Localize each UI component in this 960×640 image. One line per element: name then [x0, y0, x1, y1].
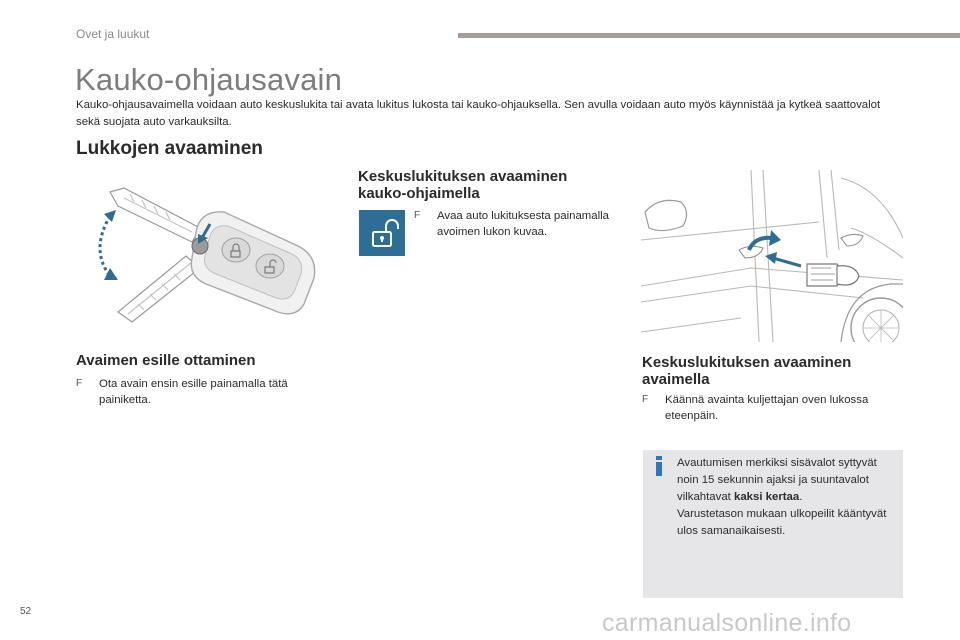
- key-out-bullet: [76, 376, 326, 408]
- key-unlock-heading-line2: avaimella: [642, 371, 710, 388]
- bullet-mark: F: [642, 394, 649, 405]
- key-out-heading: Avaimen esille ottaminen: [76, 352, 256, 369]
- key-unlock-bullet-text: Käännä avainta kuljettajan oven lukossa eteenpäin.: [665, 394, 869, 422]
- unlock-icon-tile: [359, 210, 405, 256]
- remote-heading-line2: kauko-ohjaimella: [358, 185, 480, 202]
- key-unlock-heading: [642, 354, 902, 388]
- key-in-lock: [807, 264, 859, 286]
- note-line2: Varustetason mukaan ulkopeilit kääntyvät ulos samanaikaisesti.: [677, 508, 887, 537]
- swing-arrow: [100, 216, 110, 276]
- intro-paragraph: Kauko-ohjausavaimella voidaan auto keskuslukita tai avata lukitus lukosta tai kauko-ohjauksella. Sen avulla voidaan auto myös käynnistää ja kytkeä saattovalot sekä suojata auto varkauksilta.: [76, 99, 881, 128]
- bullet-mark: F: [76, 378, 83, 389]
- key-unlock-heading-line1: Keskuslukituksen avaaminen: [642, 354, 852, 371]
- watermark: carmanualsonline.info: [602, 609, 852, 637]
- info-note-text: [677, 455, 899, 540]
- car-door-illustration: [641, 168, 903, 342]
- key-out-bullet-text: Ota avain ensin esille painamalla tätä painiketta.: [99, 378, 288, 406]
- note-bold: kaksi kertaa: [733, 491, 800, 503]
- key-blade-lower: [118, 256, 200, 322]
- note-text-before: Avautumisen merkiksi sisävalot syttyvät noin 15 sekunnin ajaksi ja suuntavalot vilkahtavat: [677, 457, 877, 503]
- header-rule: [458, 33, 960, 38]
- remote-heading: [358, 168, 618, 202]
- page-title: Kauko-ohjausavain: [75, 62, 343, 97]
- section-label: Ovet ja luukut: [76, 27, 150, 41]
- page-number: 52: [20, 606, 32, 617]
- info-icon: [652, 456, 666, 476]
- key-blade-upper: [110, 188, 200, 242]
- bullet-mark: F: [414, 210, 421, 221]
- note-text-after: .: [799, 491, 803, 503]
- remote-bullet-text: Avaa auto lukituksesta painamalla avoimen lukon kuvaa.: [437, 210, 610, 238]
- key-fob-illustration: [88, 180, 338, 330]
- key-unlock-bullet: [642, 392, 897, 424]
- main-heading: Lukkojen avaaminen: [76, 138, 263, 159]
- remote-bullet: [414, 208, 624, 240]
- unlock-icon: [359, 210, 405, 256]
- remote-heading-line1: Keskuslukituksen avaaminen: [358, 168, 568, 185]
